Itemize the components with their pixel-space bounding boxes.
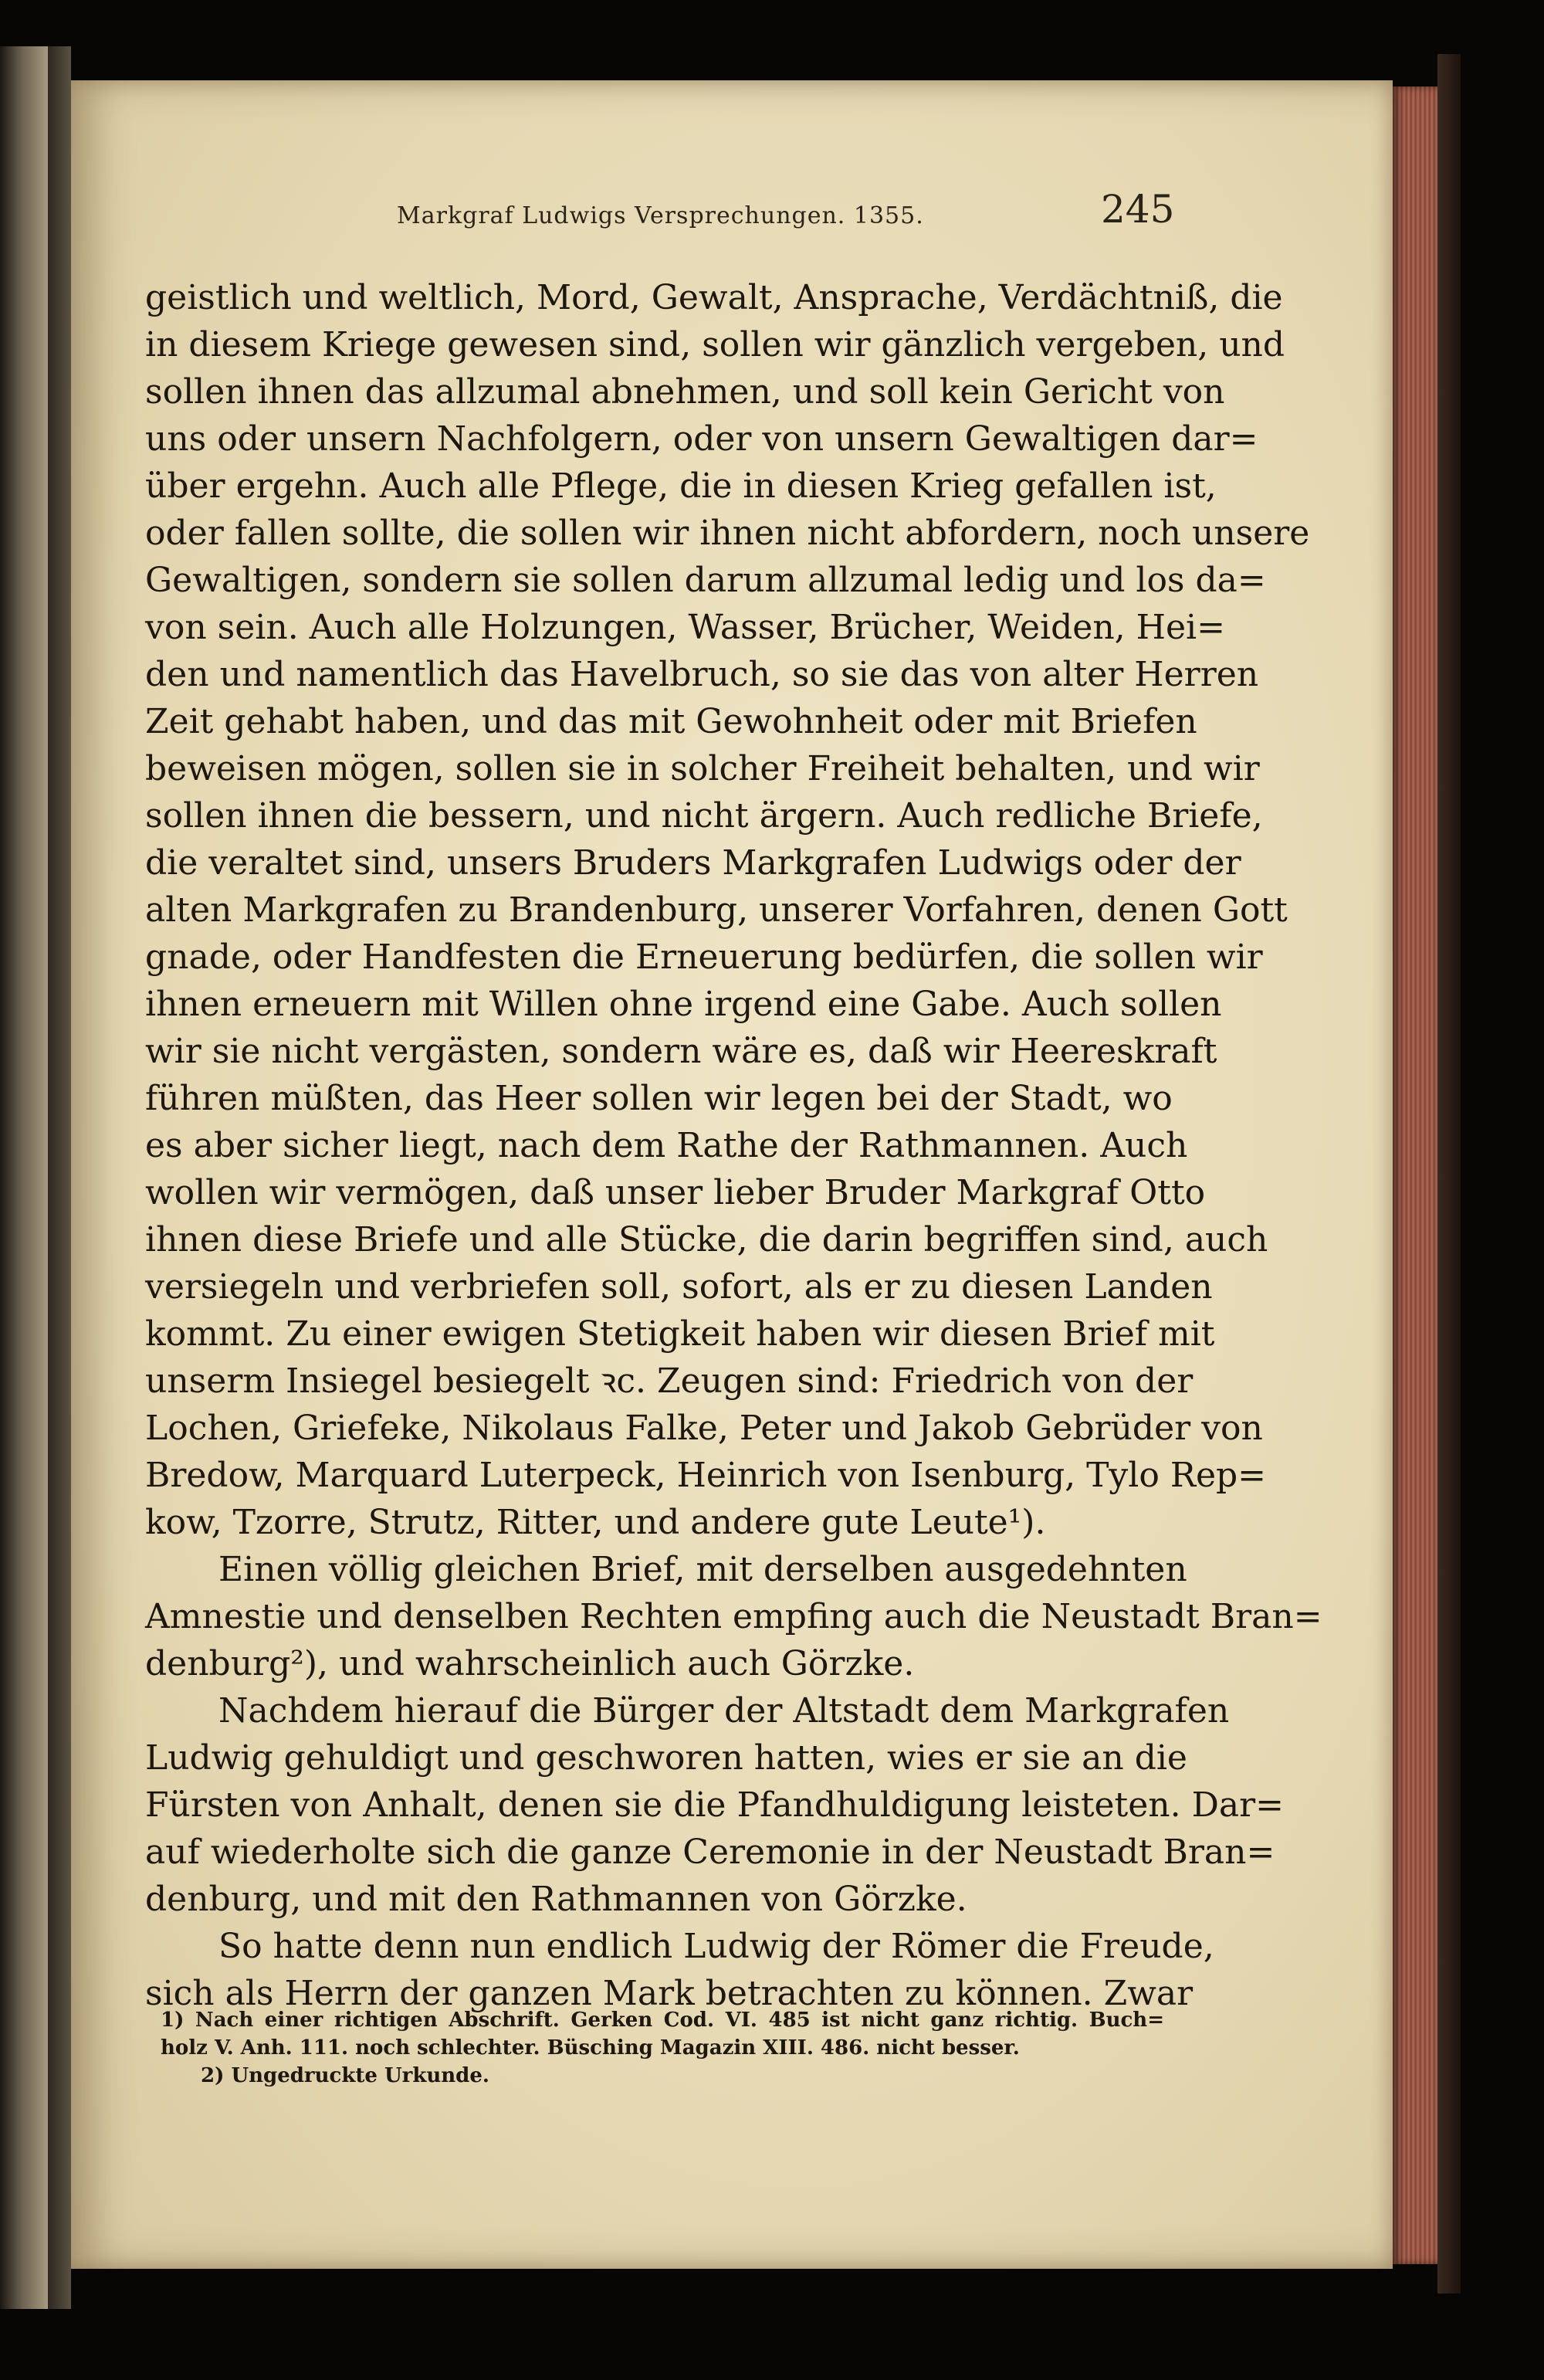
text-line: Bredow, Marquard Luterpeck, Heinrich von Isenburg, Tylo Rep= xyxy=(145,1456,1267,1495)
text-line: kow, Tzorre, Strutz, Ritter, und andere gute Leute¹). xyxy=(145,1503,1046,1542)
paragraph-first-line: So hatte denn nun endlich Ludwig der Römer die Freude, xyxy=(218,1927,1214,1966)
running-header: Markgraf Ludwigs Versprechungen. 1355. xyxy=(397,202,924,229)
text-line: beweisen mögen, sollen sie in solcher Freiheit behalten, und wir xyxy=(145,749,1260,788)
text-line: Gewaltigen, sondern sie sollen darum allzumal ledig und los da= xyxy=(145,561,1266,600)
body-text xyxy=(145,274,1322,2017)
text-line: gnade, oder Handfesten die Erneuerung bedürfen, die sollen wir xyxy=(145,937,1263,977)
text-line: wollen wir vermögen, daß unser lieber Bruder Markgraf Otto xyxy=(145,1173,1206,1212)
text-line: auf wiederholte sich die ganze Ceremonie in der Neustadt Bran= xyxy=(145,1832,1275,1872)
text-line: sollen ihnen die bessern, und nicht ärgern. Auch redliche Briefe, xyxy=(145,796,1263,836)
text-line: ihnen diese Briefe und alle Stücke, die darin begriffen sind, auch xyxy=(145,1220,1268,1260)
paragraph-first-line: Nachdem hierauf die Bürger der Altstadt dem Markgrafen xyxy=(218,1691,1230,1731)
text-line: versiegeln und verbriefen soll, sofort, als er zu diesen Landen xyxy=(145,1267,1213,1307)
text-line: Fürsten von Anhalt, denen sie die Pfandhuldigung leisteten. Dar= xyxy=(145,1785,1284,1825)
book-cover-edge xyxy=(1437,54,1461,2294)
text-line: kommt. Zu einer ewigen Stetigkeit haben wir diesen Brief mit xyxy=(145,1314,1215,1354)
text-line: die veraltet sind, unsers Bruders Markgrafen Ludwigs oder der xyxy=(145,843,1241,883)
text-line: sollen ihnen das allzumal abnehmen, und soll kein Gericht von xyxy=(145,372,1225,412)
text-line: sich als Herrn der ganzen Mark betrachten zu können. Zwar xyxy=(145,1974,1194,2013)
text-line: führen müßten, das Heer sollen wir legen bei der Stadt, wo xyxy=(145,1079,1173,1118)
text-line: in diesem Kriege gewesen sind, sollen wir gänzlich vergeben, und xyxy=(145,325,1285,364)
text-line: uns oder unsern Nachfolgern, oder von unsern Gewaltigen dar= xyxy=(145,419,1258,459)
footnote-1: 1) Nach einer richtigen Abschrift. Gerken Cod. VI. 485 ist nicht ganz richtig. Buch= xyxy=(161,2009,1164,2032)
text-line: den und namentlich das Havelbruch, so sie das von alter Herren xyxy=(145,655,1259,694)
text-line: denburg, und mit den Rathmannen von Görzke. xyxy=(145,1880,967,1919)
text-line: denburg²), und wahrscheinlich auch Görzke. xyxy=(145,1644,915,1683)
text-line: unserm Insiegel besiegelt ꝛc. Zeugen sind: Friedrich von der xyxy=(145,1361,1194,1401)
page-number: 245 xyxy=(1101,187,1175,232)
text-line: wir sie nicht vergästen, sondern wäre es, daß wir Heereskraft xyxy=(145,1032,1217,1071)
text-line: Lochen, Griefeke, Nikolaus Falke, Peter und Jakob Gebrüder von xyxy=(145,1409,1263,1448)
facing-page-edge xyxy=(0,46,48,2309)
text-line: geistlich und weltlich, Mord, Gewalt, Ansprache, Verdächtniß, die xyxy=(145,278,1283,317)
text-line: Amnestie und denselben Rechten empfing auch die Neustadt Bran= xyxy=(145,1597,1322,1636)
footnote-2: 2) Ungedruckte Urkunde. xyxy=(201,2064,489,2087)
text-line: oder fallen sollte, die sollen wir ihnen nicht abfordern, noch unsere xyxy=(145,514,1310,553)
text-line: ihnen erneuern mit Willen ohne irgend eine Gabe. Auch sollen xyxy=(145,985,1222,1024)
footnote-1-continued: holz V. Anh. 111. noch schlechter. Büsching Magazin XIII. 486. nicht besser. xyxy=(161,2036,1020,2060)
text-line: von sein. Auch alle Holzungen, Wasser, Brücher, Weiden, Hei= xyxy=(145,608,1225,647)
paragraph-first-line: Einen völlig gleichen Brief, mit derselben ausgedehnten xyxy=(218,1550,1187,1589)
footnotes xyxy=(161,2006,1164,2090)
text-line: über ergehn. Auch alle Pflege, die in diesen Krieg gefallen ist, xyxy=(145,466,1217,506)
text-line: es aber sicher liegt, nach dem Rathe der Rathmannen. Auch xyxy=(145,1126,1188,1165)
text-line: alten Markgrafen zu Brandenburg, unserer Vorfahren, denen Gott xyxy=(145,890,1288,930)
page-stack-edge xyxy=(1393,86,1437,2264)
book-gutter xyxy=(48,46,71,2309)
text-line: Zeit gehabt haben, und das mit Gewohnheit oder mit Briefen xyxy=(145,702,1197,741)
text-line: Ludwig gehuldigt und geschworen hatten, wies er sie an die xyxy=(145,1738,1187,1778)
